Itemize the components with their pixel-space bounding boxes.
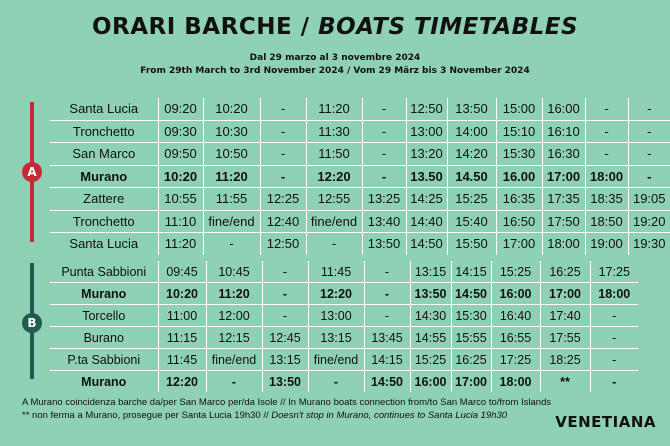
departure-time: 12:00 [206,305,262,327]
stop-name: Santa Lucia [50,98,158,120]
timetable-row [50,327,638,349]
departure-time: 15:55 [451,327,491,349]
timetable-row [50,165,670,188]
departure-time: ** [540,371,590,393]
timetable-row [50,98,670,120]
stop-name: Murano [50,283,158,305]
departure-time: 16:35 [496,188,542,211]
departure-time: 10:55 [158,188,203,211]
departure-time: 18:00 [585,165,628,188]
brand-logo: VENETIANA [555,413,656,431]
departure-time: - [260,143,306,166]
departure-time: - [364,261,410,283]
departure-time: 18:50 [585,210,628,233]
departure-time: 13:00 [308,305,364,327]
departure-time: 14:30 [410,305,451,327]
departure-time: 14:50 [451,283,491,305]
departure-time: 11:20 [203,165,260,188]
departure-time: 16:55 [491,327,540,349]
timetable-row [50,349,638,371]
departure-time: 11:55 [203,188,260,211]
departure-time: 13:15 [262,349,308,371]
departure-time: 13:45 [364,327,410,349]
departure-time: - [585,120,628,143]
departure-time: 15:50 [447,233,496,255]
timetable-row [50,371,638,393]
departure-time: 10:20 [158,283,206,305]
footer-note-asterisk-en: Doesn't stop in Murano, continues to Santa Lucia 19h30 [268,410,508,421]
departure-time: 16:50 [496,210,542,233]
departure-time: - [260,165,306,188]
departure-time: 14:25 [406,188,447,211]
departure-time: 14:15 [451,261,491,283]
departure-time: 17:35 [542,188,585,211]
departure-time: 10:45 [206,261,262,283]
departure-time: 17:40 [540,305,590,327]
departure-time: 12:20 [308,283,364,305]
departure-time: 15:25 [491,261,540,283]
departure-time: 15:25 [447,188,496,211]
timetable-row [50,233,670,255]
departure-time: 11:20 [306,98,362,120]
stop-name: Murano [50,165,158,188]
departure-time: - [590,349,638,371]
stop-name: San Marco [50,143,158,166]
departure-time: 15:10 [496,120,542,143]
departure-time: 13:15 [308,327,364,349]
departure-time: - [612,374,617,389]
departure-time: 15:00 [496,98,542,120]
departure-time: - [628,165,670,188]
subtitle-italian: Dal 29 marzo al 3 novembre 2024 [249,53,421,63]
stop-name: Santa Lucia [50,233,158,255]
departure-time: - [260,120,306,143]
departure-time: 18:00 [542,233,585,255]
departure-time: 17:00 [540,283,590,305]
departure-time: - [362,143,406,166]
footer-note-asterisk-it: ** non ferma a Murano, prosegue per Santa Lucia 19h30 // [22,410,269,421]
departure-time: - [362,120,406,143]
timetable-row [50,210,670,233]
departure-time: 12:15 [206,327,262,349]
departure-time: 11:20 [206,283,262,305]
departure-time: 12:20 [158,371,206,393]
departure-time: 16:25 [540,261,590,283]
departure-time: 19:20 [628,210,670,233]
departure-time: 14:55 [410,327,451,349]
departure-time: - [364,305,410,327]
departure-time: 11:45 [158,349,206,371]
departure-time: 12:50 [406,98,447,120]
departure-time: 10:50 [203,143,260,166]
stop-name: Burano [50,327,158,349]
departure-time: 12:40 [260,210,306,233]
stop-name: P.ta Sabbioni [50,349,158,371]
departure-time: 14:20 [447,143,496,166]
departure-time: 17:50 [542,210,585,233]
departure-time: 15:25 [410,349,451,371]
departure-time: 14:40 [406,210,447,233]
departure-time: 19:00 [585,233,628,255]
stop-name: Torcello [50,305,158,327]
departure-time: 16:00 [410,371,451,393]
departure-time: 16:00 [491,283,540,305]
departure-time: - [260,98,306,120]
departure-time: 18:00 [491,371,540,393]
departure-time: 17:25 [590,261,638,283]
departure-time: 16:25 [451,349,491,371]
title-italian: ORARI BARCHE / [91,14,310,40]
departure-time: 15:30 [496,143,542,166]
departure-time: - [590,305,638,327]
departure-time: 12:25 [260,188,306,211]
departure-time: 14:15 [364,349,410,371]
departure-time: 14.50 [447,165,496,188]
route-b-timetable [50,261,638,392]
departure-time: 17:00 [451,371,491,393]
departure-time: 13:50 [410,283,451,305]
title-english: BOATS TIMETABLES [318,14,579,40]
route-a-timetable [50,98,670,255]
departure-time: 13:15 [410,261,451,283]
departure-time: 19:05 [628,188,670,211]
timetable-row [50,188,670,211]
departure-time: 11:15 [158,327,206,349]
departure-time: 13.50 [406,165,447,188]
departure-time: 14:50 [406,233,447,255]
departure-time: - [585,143,628,166]
departure-time: - [585,98,628,120]
stop-name: Tronchetto [50,120,158,143]
departure-time: 09:45 [158,261,206,283]
departure-time: 17:00 [542,165,585,188]
stop-name: Tronchetto [50,210,158,233]
departure-time: - [628,120,670,143]
departure-time: 16.00 [496,165,542,188]
departure-time: fine/end [306,210,362,233]
departure-time: - [306,233,362,255]
departure-time: - [362,98,406,120]
departure-time: 11:45 [308,261,364,283]
departure-time: - [362,165,406,188]
departure-time: 12:55 [306,188,362,211]
departure-time: fine/end [203,210,260,233]
departure-time: - [203,233,260,255]
departure-time: 11:10 [158,210,203,233]
footer-note-asterisk [22,410,507,421]
departure-time: - [262,283,308,305]
departure-time: 17:00 [496,233,542,255]
page-title [0,14,670,40]
departure-time: 11:20 [158,233,203,255]
departure-time: 11:30 [306,120,362,143]
timetable-row [50,261,638,283]
departure-time: - [262,305,308,327]
departure-time: 17:55 [540,327,590,349]
departure-time: 14:00 [447,120,496,143]
departure-time: 10:20 [158,165,203,188]
departure-time: 16:40 [491,305,540,327]
departure-time: 12:45 [262,327,308,349]
departure-time: - [628,98,670,120]
route-b-badge: B [22,313,42,333]
departure-time: 15:40 [447,210,496,233]
departure-time: - [262,261,308,283]
departure-time: fine/end [206,349,262,371]
departure-time: - [590,327,638,349]
departure-time: 13:00 [406,120,447,143]
timetable-row [50,120,670,143]
departure-time: 13:50 [447,98,496,120]
departure-time: 16:30 [542,143,585,166]
stop-name: Punta Sabbioni [50,261,158,283]
footer-note-connection: A Murano coincidenza barche da/per San Marco per/da Isole // In Murano boats connection from/to San Marco to/from Islands [22,397,552,408]
departure-time: 16:10 [542,120,585,143]
departure-time: 09:30 [158,120,203,143]
departure-time: fine/end [308,349,364,371]
departure-time: 18:35 [585,188,628,211]
stop-name: Murano [50,371,158,393]
departure-time: 17:25 [491,349,540,371]
departure-time: - [364,283,410,305]
departure-time: 18:25 [540,349,590,371]
departure-time: 19:30 [632,236,666,252]
departure-time: 13:25 [362,188,406,211]
stop-name: Zattere [50,188,158,211]
departure-time: 10:30 [203,120,260,143]
route-a-badge: A [22,162,42,182]
departure-time: - [206,371,262,393]
departure-time: 11:00 [158,305,206,327]
departure-time: 18:00 [590,283,638,305]
departure-time: 09:20 [158,98,203,120]
timetable-row [50,305,638,327]
departure-time: 16:00 [542,98,585,120]
departure-time: 12:20 [306,165,362,188]
departure-time: 09:50 [158,143,203,166]
departure-time: 12:50 [260,233,306,255]
departure-time: 15:30 [451,305,491,327]
departure-time: 14:50 [364,371,410,393]
departure-time: 10:20 [203,98,260,120]
departure-time: 11:50 [306,143,362,166]
departure-time: - [628,143,670,166]
departure-time: 13:50 [362,233,406,255]
departure-time: 13:50 [262,371,308,393]
timetable-row [50,143,670,166]
timetable-row [50,283,638,305]
departure-time: - [308,371,364,393]
departure-time: 13:20 [406,143,447,166]
subtitle-english-german: From 29th March to 3rd November 2024 / Vom 29 März bis 3 November 2024 [140,66,530,76]
departure-time: 13:40 [362,210,406,233]
